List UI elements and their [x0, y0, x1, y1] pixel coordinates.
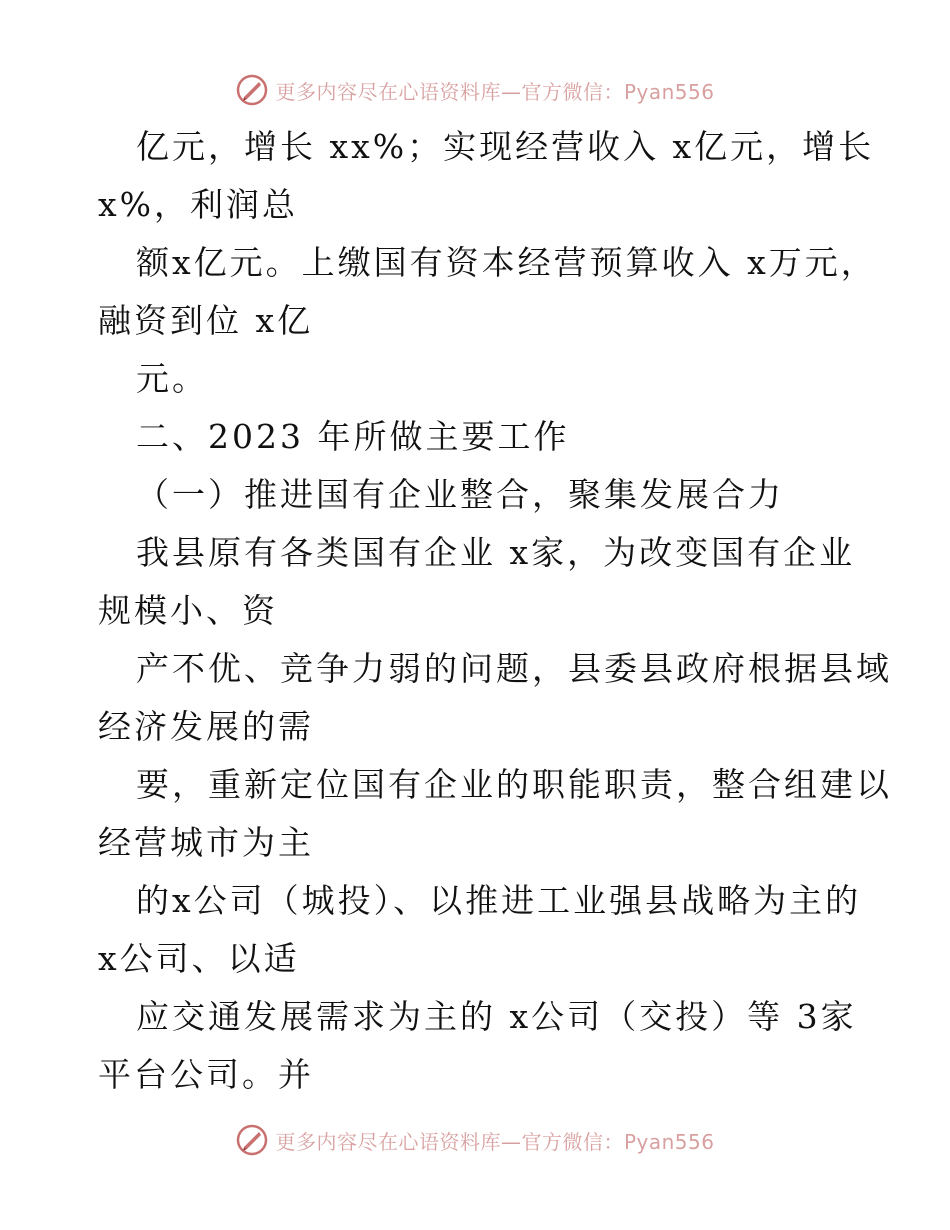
document-line: 经济发展的需	[98, 707, 314, 746]
document-line: 我县原有各类国有企业 x家，为改变国有企业	[136, 533, 856, 572]
document-line: 应交通发展需求为主的 x公司（交投）等 3家	[136, 997, 857, 1036]
document-line: 要，重新定位国有企业的职能职责，整合组建以	[136, 765, 892, 804]
watermark-main-text: 更多内容尽在心语资料库	[275, 79, 501, 104]
document-body	[98, 118, 892, 1104]
watermark-text	[275, 1126, 714, 1155]
document-line: 产不优、竞争力弱的问题，县委县政府根据县域	[136, 649, 892, 688]
header-watermark	[0, 70, 950, 110]
document-line: 的x公司（城投）、以推进工业强县战略为主的	[136, 881, 862, 920]
footer-watermark	[0, 1120, 950, 1160]
watermark-text	[275, 76, 714, 105]
document-line: （一）推进国有企业整合，聚集发展合力	[136, 475, 784, 514]
feather-pen-logo-icon	[235, 1123, 269, 1157]
feather-pen-logo-icon	[235, 73, 269, 107]
document-line: 元。	[136, 359, 208, 398]
document-line: 经营城市为主	[98, 823, 314, 862]
watermark-contact-text: 官方微信：Pyan556	[521, 79, 715, 104]
document-line: 二、2023 年所做主要工作	[136, 417, 570, 456]
watermark-separator: —	[500, 1129, 522, 1154]
document-line: 平台公司。并	[98, 1055, 314, 1094]
document-line: x公司、以适	[98, 939, 300, 978]
document-line: 亿元，增长 xx%；实现经营收入 x亿元，增长	[136, 127, 875, 166]
document-line: 额x亿元。上缴国有资本经营预算收入 x万元，	[136, 243, 877, 282]
watermark-contact-text: 官方微信：Pyan556	[521, 1129, 715, 1154]
watermark-main-text: 更多内容尽在心语资料库	[275, 1129, 501, 1154]
document-line: 规模小、资	[98, 591, 278, 630]
watermark-separator: —	[500, 79, 522, 104]
document-line: x%，利润总	[98, 185, 298, 224]
document-line: 融资到位 x亿	[98, 301, 314, 340]
